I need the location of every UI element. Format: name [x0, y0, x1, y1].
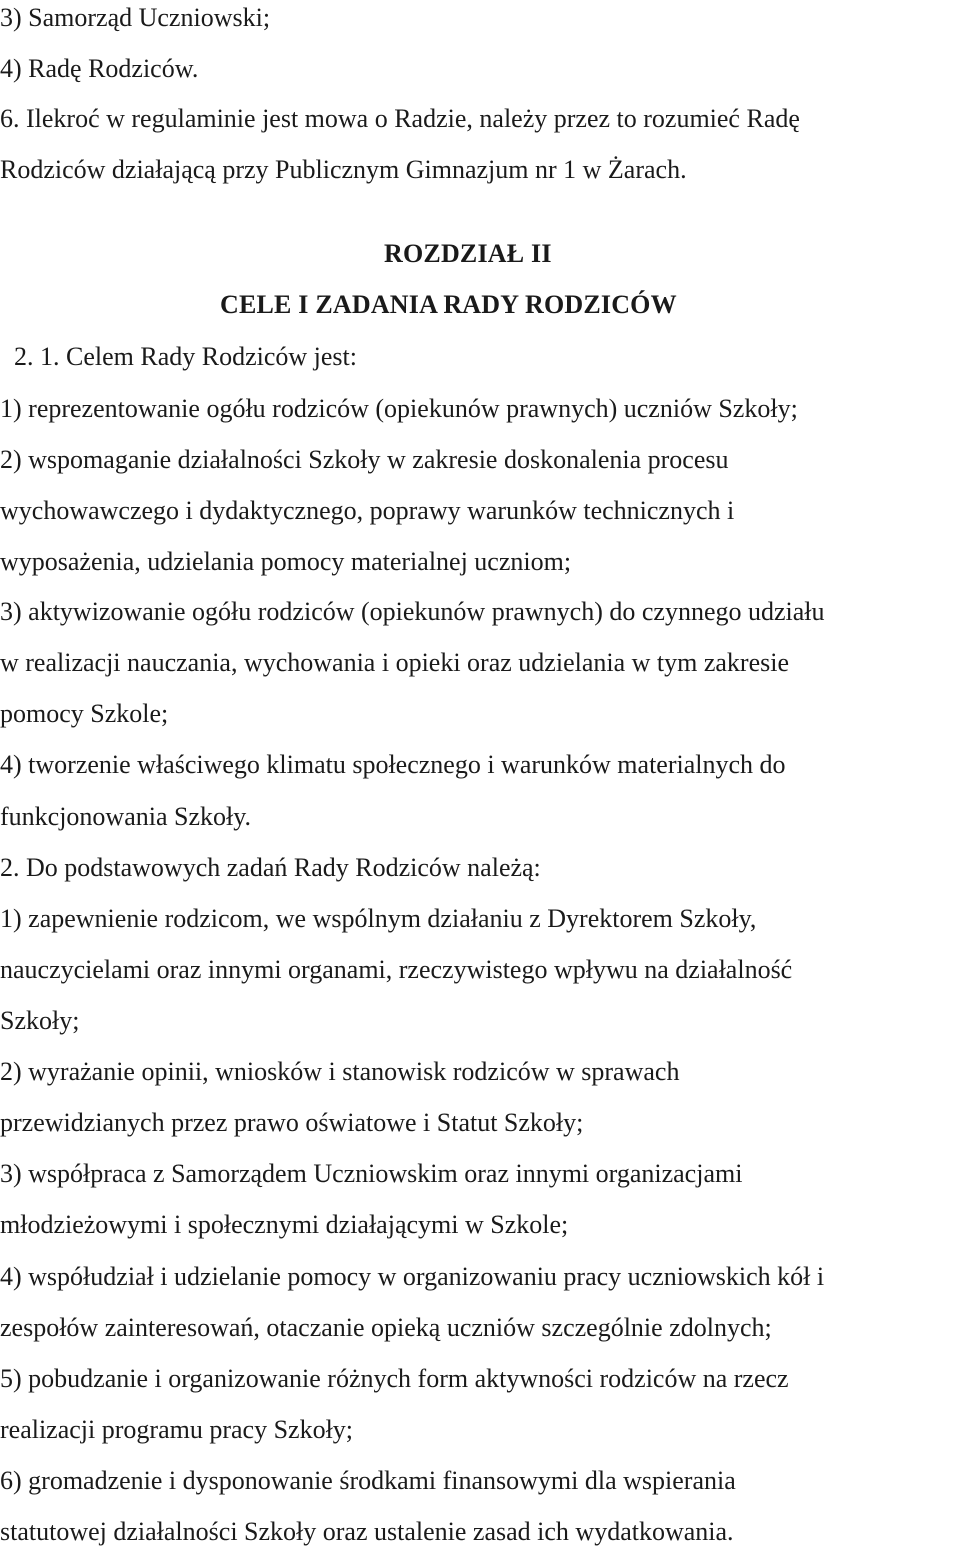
chapter-subtitle: CELE I ZADANIA RADY RODZICÓW: [220, 290, 677, 319]
list-item: 4) tworzenie właściwego klimatu społecznego i warunków materialnych do: [0, 750, 786, 779]
list-item-cont: wyposażenia, udzielania pomocy materialnej uczniom;: [0, 547, 572, 576]
list-item: 5) pobudzanie i organizowanie różnych form aktywności rodziców na rzecz: [0, 1364, 789, 1393]
paragraph-6: 6. Ilekroć w regulaminie jest mowa o Radzie, należy przez to rozumieć Radę: [0, 104, 800, 133]
list-item: 2) wyrażanie opinii, wniosków i stanowisk rodziców w sprawach: [0, 1057, 680, 1086]
list-item-cont: zespołów zainteresowań, otaczanie opieką uczniów szczególnie zdolnych;: [0, 1313, 772, 1342]
section-2-point-1: 2. 1. Celem Rady Rodziców jest:: [14, 342, 358, 371]
list-item: 2) wspomaganie działalności Szkoły w zakresie doskonalenia procesu: [0, 445, 729, 474]
list-item-cont: realizacji programu pracy Szkoły;: [0, 1415, 354, 1444]
list-item: 1) reprezentowanie ogółu rodziców (opiekunów prawnych) uczniów Szkoły;: [0, 394, 798, 423]
list-item-cont: młodzieżowymi i społecznymi działającymi w Szkole;: [0, 1210, 569, 1239]
list-item-cont: funkcjonowania Szkoły.: [0, 802, 252, 831]
list-item: 6) gromadzenie i dysponowanie środkami finansowymi dla wspierania: [0, 1466, 736, 1495]
list-item-3: 3) Samorząd Uczniowski;: [0, 3, 271, 32]
list-item-cont: wychowawczego i dydaktycznego, poprawy warunków technicznych i: [0, 496, 735, 525]
list-item: 1) zapewnienie rodzicom, we wspólnym działaniu z Dyrektorem Szkoły,: [0, 904, 757, 933]
list-item: 3) współpraca z Samorządem Uczniowskim oraz innymi organizacjami: [0, 1159, 743, 1188]
list-item-cont: pomocy Szkole;: [0, 699, 169, 728]
list-item: 3) aktywizowanie ogółu rodziców (opiekunów prawnych) do czynnego udziału: [0, 597, 825, 626]
list-item-cont: Szkoły;: [0, 1006, 80, 1035]
chapter-title: ROZDZIAŁ II: [384, 239, 552, 268]
list-item-cont: nauczycielami oraz innymi organami, rzeczywistego wpływu na działalność: [0, 955, 793, 984]
list-item-cont: statutowej działalności Szkoły oraz ustalenie zasad ich wydatkowania.: [0, 1517, 734, 1546]
list-item-4: 4) Radę Rodziców.: [0, 54, 199, 83]
list-item-cont: w realizacji nauczania, wychowania i opieki oraz udzielania w tym zakresie: [0, 648, 790, 677]
section-2-point-2: 2. Do podstawowych zadań Rady Rodziców należą:: [0, 853, 541, 882]
list-item: 4) współudział i udzielanie pomocy w organizowaniu pracy uczniowskich kół i: [0, 1262, 825, 1291]
list-item-cont: przewidzianych przez prawo oświatowe i Statut Szkoły;: [0, 1108, 584, 1137]
paragraph-6-cont: Rodziców działającą przy Publicznym Gimnazjum nr 1 w Żarach.: [0, 155, 687, 184]
